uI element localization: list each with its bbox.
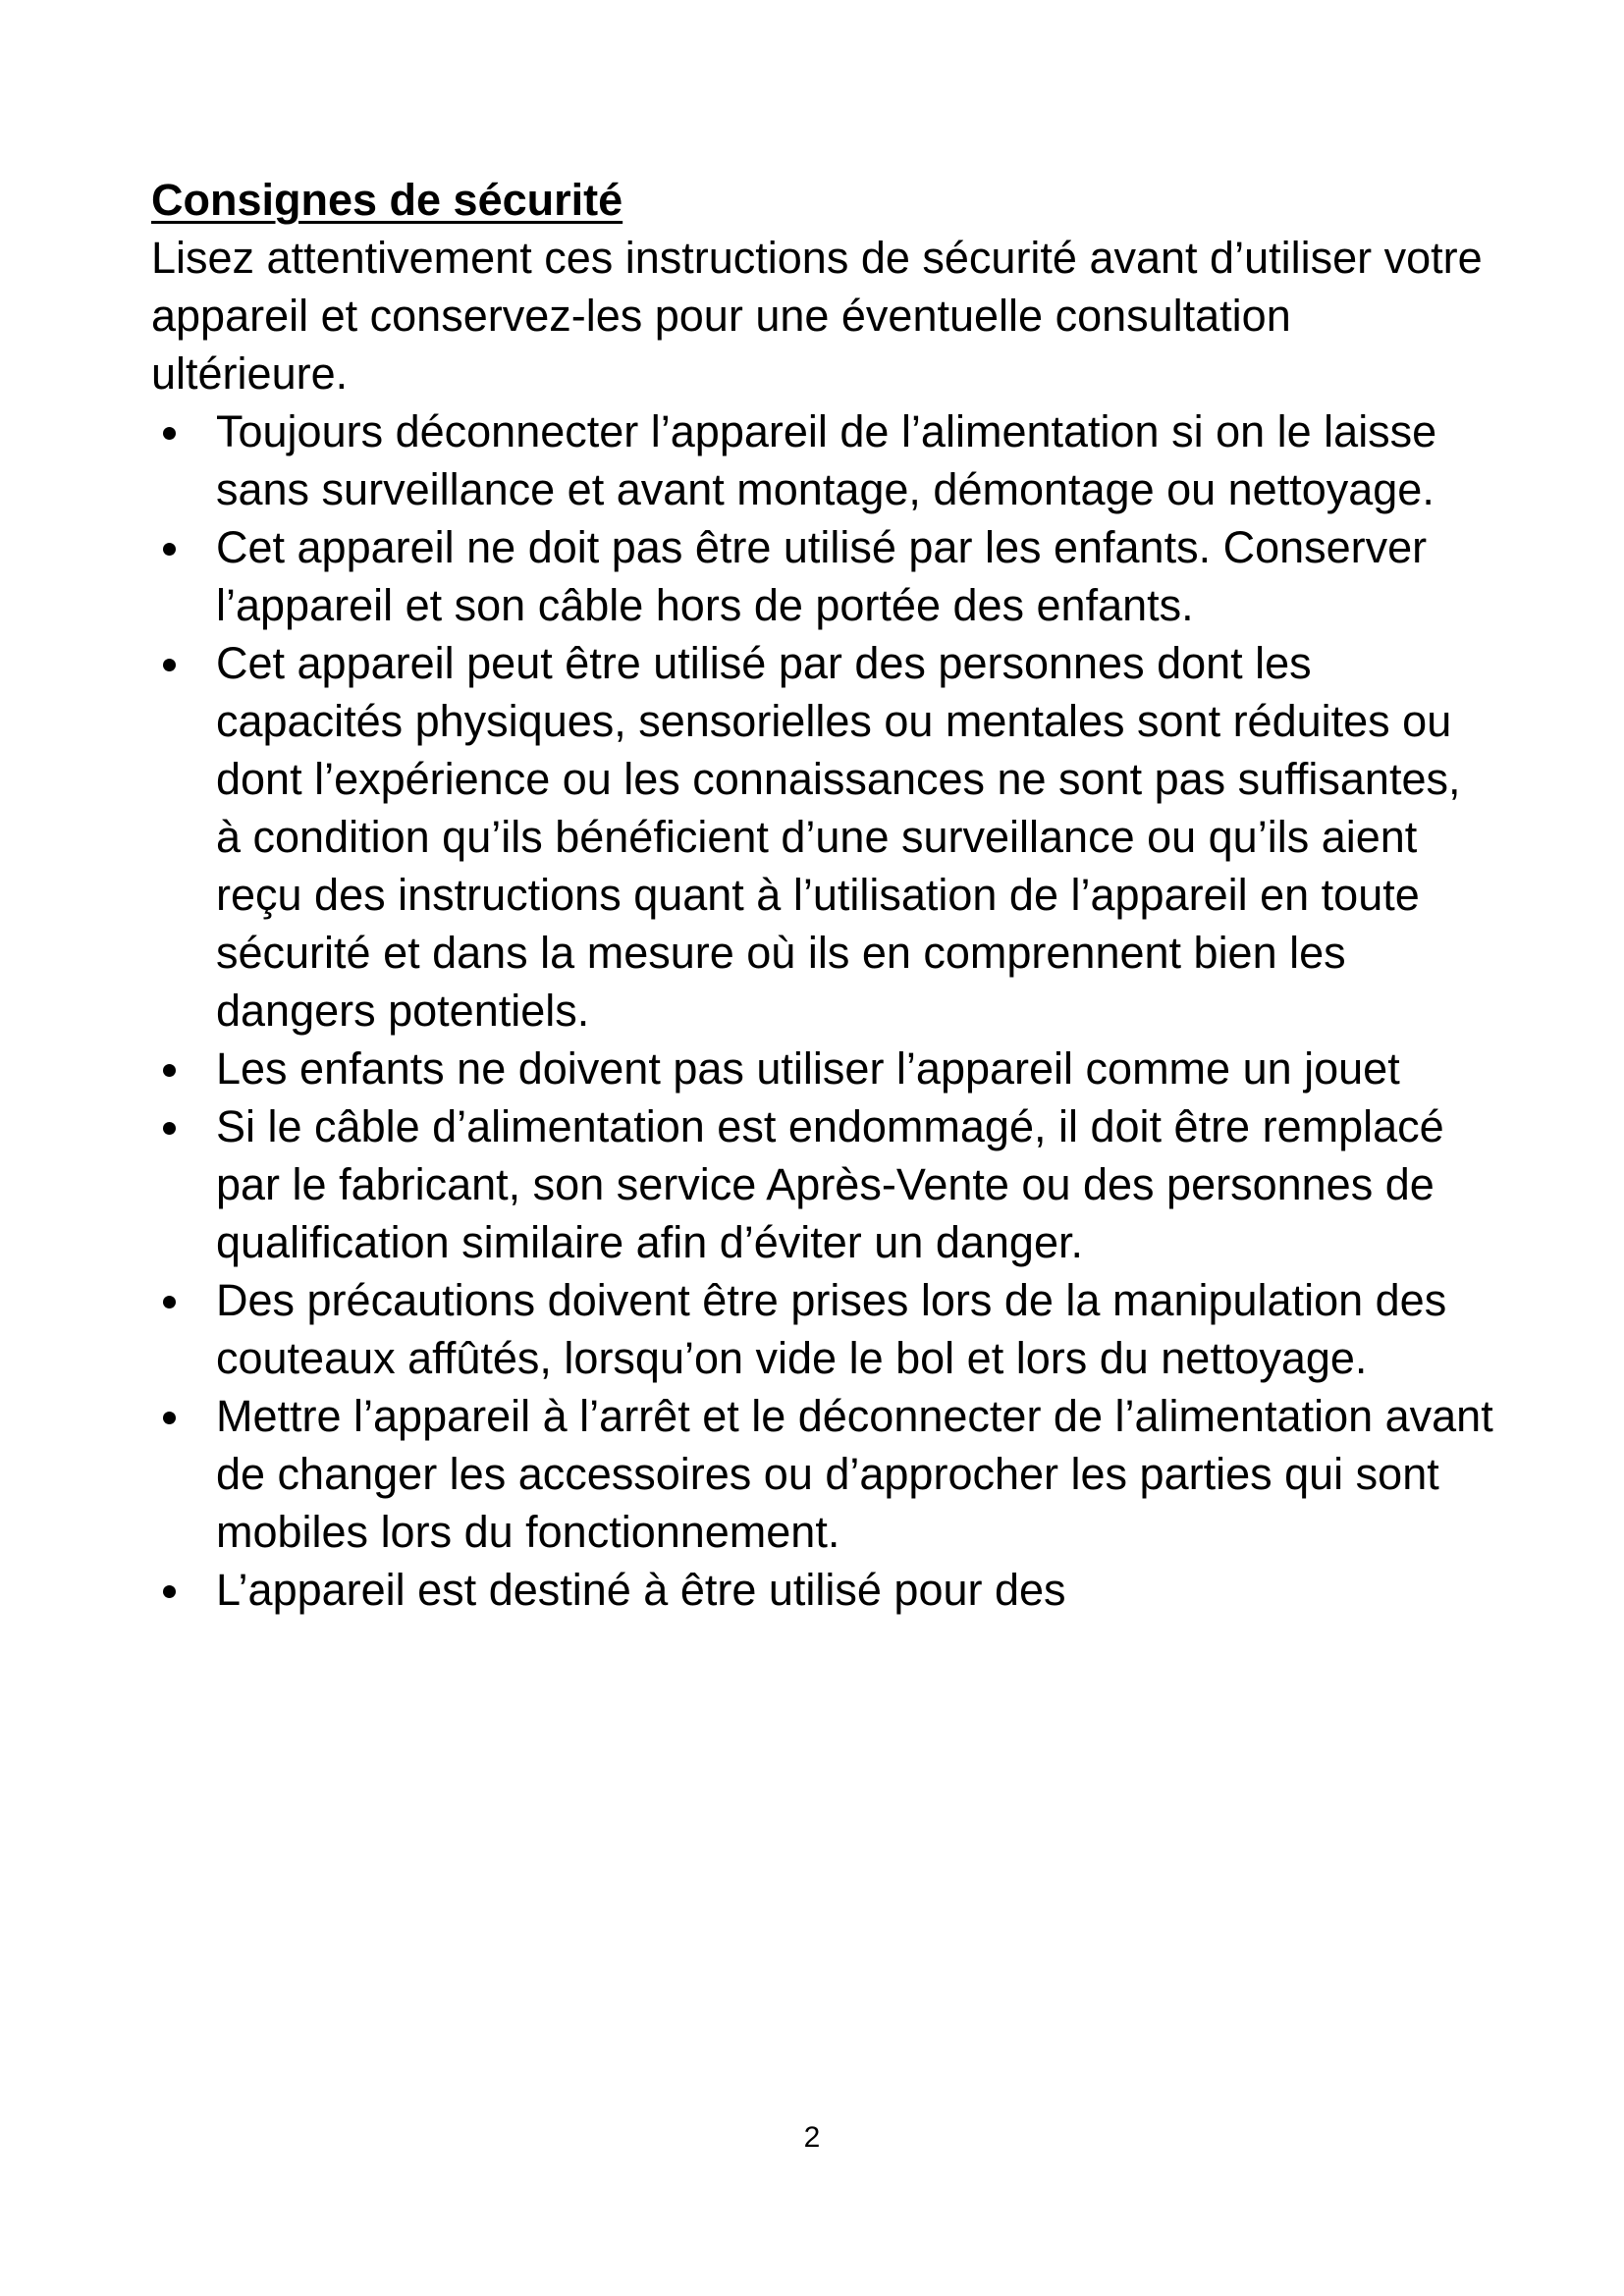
bullet-icon [163,1412,176,1424]
page-number: 2 [803,2121,821,2154]
intro-paragraph: Lisez attentivement ces instructions de sécurité avant d’utiliser votre appareil et conservez-les pour une éventuelle consultation ultérieure. [151,233,1483,399]
safety-instructions-list [151,402,1496,1619]
list-item [151,1387,1496,1561]
list-item-text: Les enfants ne doivent pas utiliser l’appareil comme un jouet [216,1043,1400,1094]
list-item-text: L’appareil est destiné à être utilisé pour des [216,1565,1066,1615]
bullet-icon [163,1585,176,1598]
bullet-icon [163,543,176,556]
list-item-text: Toujours déconnecter l’appareil de l’alimentation si on le laisse sans surveillance et avant montage, démontage ou nettoyage. [216,406,1437,514]
bullet-icon [163,1122,176,1135]
list-item [151,518,1496,634]
page-title: Consignes de sécurité [151,175,623,225]
list-item [151,634,1496,1040]
list-item-text: Des précautions doivent être prises lors de la manipulation des couteaux affûtés, lorsqu’on vide le bol et lors du nettoyage. [216,1275,1447,1383]
list-item-text: Mettre l’appareil à l’arrêt et le déconnecter de l’alimentation avant de changer les accessoires ou d’approcher les parties qui sont mobiles lors du fonctionnement. [216,1391,1493,1557]
list-item [151,1561,1496,1619]
page-content [151,171,1496,1619]
bullet-icon [163,1296,176,1308]
list-item [151,1097,1496,1271]
list-item-text: Cet appareil peut être utilisé par des personnes dont les capacités physiques, sensorielles ou mentales sont réduites ou dont l’expérience ou les connaissances ne sont pas suffisantes, à condition qu’ils bénéficient d’une surveillance ou qu’ils aient reçu des instructions quant à l’utilisation de l’appareil en toute sécurité et dans la mesure où ils en comprennent bien les dangers potentiels. [216,638,1461,1036]
list-item-text: Cet appareil ne doit pas être utilisé par les enfants. Conserver l’appareil et son câble hors de portée des enfants. [216,522,1428,630]
list-item [151,402,1496,518]
list-item [151,1040,1496,1097]
list-item [151,1271,1496,1387]
bullet-icon [163,1064,176,1077]
bullet-icon [163,427,176,440]
bullet-icon [163,659,176,671]
list-item-text: Si le câble d’alimentation est endommagé, il doit être remplacé par le fabricant, son service Après-Vente ou des personnes de qualification similaire afin d’éviter un danger. [216,1101,1444,1267]
